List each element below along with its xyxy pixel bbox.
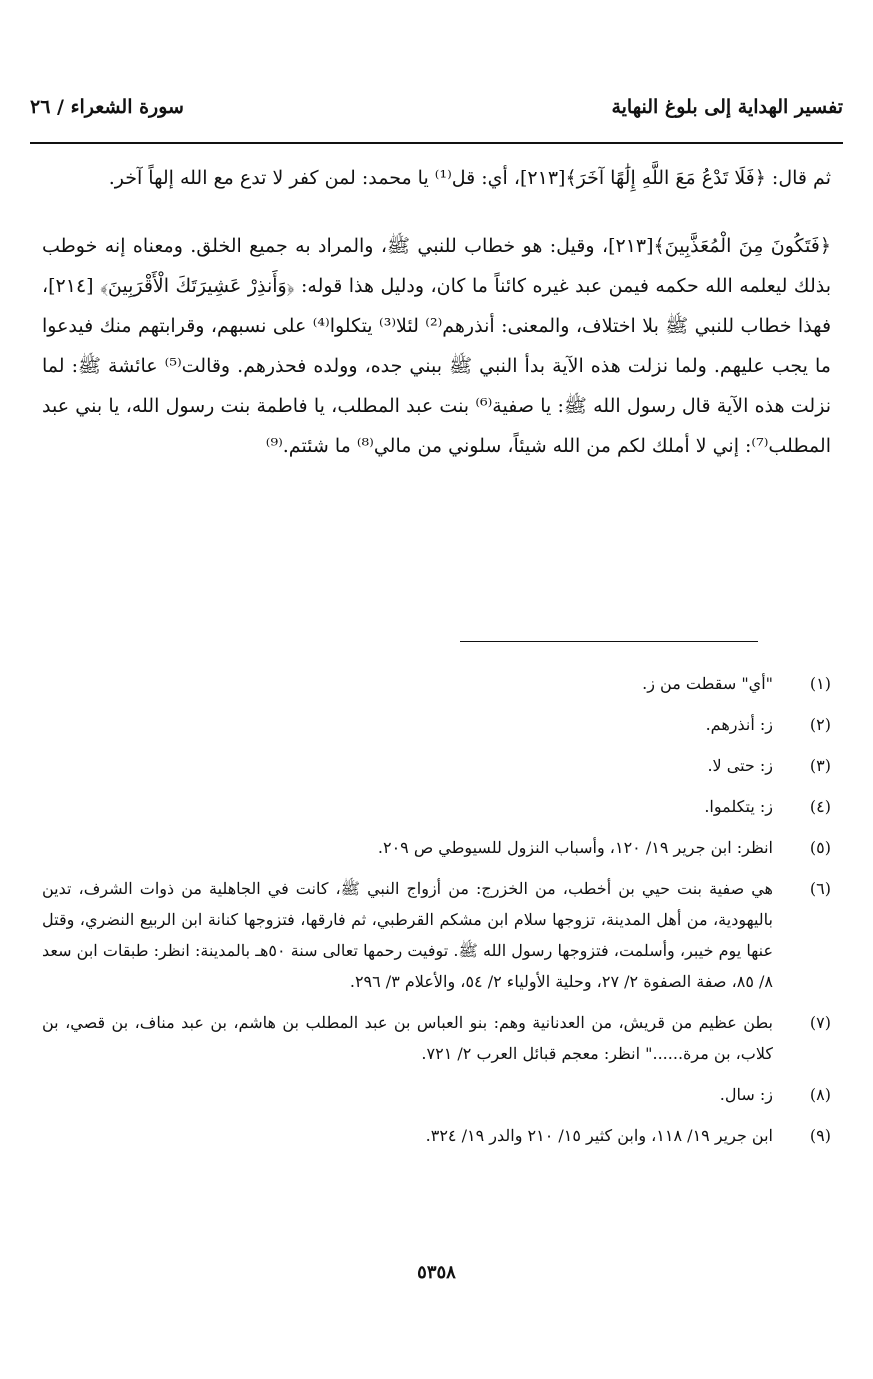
- page-number: ٥٣٥٨: [417, 1262, 456, 1283]
- footnote-number: (١): [809, 674, 831, 693]
- running-header: [30, 96, 843, 130]
- footnote-text: ز: حتى لا.: [707, 756, 773, 775]
- footnote-text: ز: أنذرهم.: [705, 715, 773, 734]
- main-text: [42, 158, 831, 466]
- footnote: [42, 832, 831, 863]
- footnote: [42, 1007, 831, 1069]
- paragraph: ثم قال: ﴿فَلَا تَدْعُ مَعَ اللَّهِ إِلَٰهًا آخَرَ﴾[٢١٣]، أي: قل⁽¹⁾ يا محمد: لمن كفر لا تدع مع الله إلهاً آخر.: [108, 167, 831, 189]
- footnote: [42, 1120, 831, 1151]
- footnote-number: (٦): [809, 879, 831, 898]
- footnote: [42, 750, 831, 781]
- footnote-number: (٧): [809, 1013, 831, 1032]
- header-divider: [30, 142, 843, 144]
- footnote-number: (٩): [809, 1126, 831, 1145]
- footnotes: [42, 668, 831, 1161]
- book-title: تفسير الهداية إلى بلوغ النهاية: [611, 96, 843, 118]
- footnote-text: ز: سال.: [719, 1085, 773, 1104]
- footnote-text: هي صفية بنت حيي بن أخطب، من الخزرج: من أزواج النبي ﷺ، كانت في الجاهلية من ذوات الشرف، تدين باليهودية، من أهل المدينة، تزوجها سلام ابن مشكم القرطبي، ثم فارقها، فتزوجها كنانة ابن الربيع النضري، وقتل عنها يوم خيبر، وأسلمت، فتزوجها رسول الله ﷺ. توفيت رحمها تعالى سنة ٥٠هـ بالمدينة: انظر: طبقات ابن سعد ٨/ ٨٥، صفة الصفوة ٢/ ٢٧، وحلية الأولياء ٢/ ٥٤، والأعلام ٣/ ٢٩٦.: [42, 879, 774, 991]
- footnote: [42, 873, 831, 997]
- footnote: [42, 709, 831, 740]
- footnote-number: (٥): [809, 838, 831, 857]
- footnote-text: ابن جرير ١٩/ ١١٨، وابن كثير ١٥/ ٢١٠ والدر ١٩/ ٣٢٤.: [425, 1126, 773, 1145]
- footnote-number: (٤): [809, 797, 831, 816]
- footnote: [42, 791, 831, 822]
- footnote-number: (٣): [809, 756, 831, 775]
- footnote-text: انظر: ابن جرير ١٩/ ١٢٠، وأسباب النزول للسيوطي ص ٢٠٩.: [377, 838, 773, 857]
- footnote: [42, 1079, 831, 1110]
- footnote-divider: [460, 641, 758, 642]
- footnote-text: "أي" سقطت من ز.: [642, 674, 773, 693]
- surah-title: سورة الشعراء / ٢٦: [30, 96, 184, 118]
- footnote-number: (٢): [809, 715, 831, 734]
- footnote: [42, 668, 831, 699]
- footnote-text: بطن عظيم من قريش، من العدنانية وهم: بنو العباس بن عبد المطلب بن هاشم، بن عبد مناف، بن قصي، بن كلاب، بن مرة......" انظر: معجم قبائل العرب ٢/ ٧٢١.: [42, 1013, 773, 1063]
- footnote-number: (٨): [809, 1085, 831, 1104]
- paragraph: ﴿فَتَكُونَ مِنَ الْمُعَذَّبِينَ﴾[٢١٣]، وقيل: هو خطاب للنبي ﷺ، والمراد به جميع الخلق. ومعناه إنه خوطب بذلك ليعلمه الله حكمه فيمن عبد غيره كائناً ما كان، ودليل هذا قوله: ﴿وَأَنذِرْ عَشِيرَتَكَ الْأَقْرَبِينَ﴾ [٢١٤]، فهذا خطاب للنبي ﷺ بلا اختلاف، والمعنى: أنذرهم⁽²⁾ لئلا⁽³⁾ يتكلوا⁽⁴⁾ على نسبهم، وقرابتهم منك فيدعوا ما يجب عليهم. ولما نزلت هذه الآية بدأ النبي ﷺ ببني جده، وولده فحذرهم. وقالت⁽⁵⁾ عائشة ﷺ: لما نزلت هذه الآية قال رسول الله ﷺ: يا صفية⁽⁶⁾ بنت عبد المطلب، يا فاطمة بنت رسول الله، يا بني عبد المطلب⁽⁷⁾: إني لا أملك لكم من الله شيئاً، سلوني من مالي⁽⁸⁾ ما شئتم.⁽⁹⁾: [42, 235, 832, 457]
- footnote-text: ز: يتكلموا.: [704, 797, 773, 816]
